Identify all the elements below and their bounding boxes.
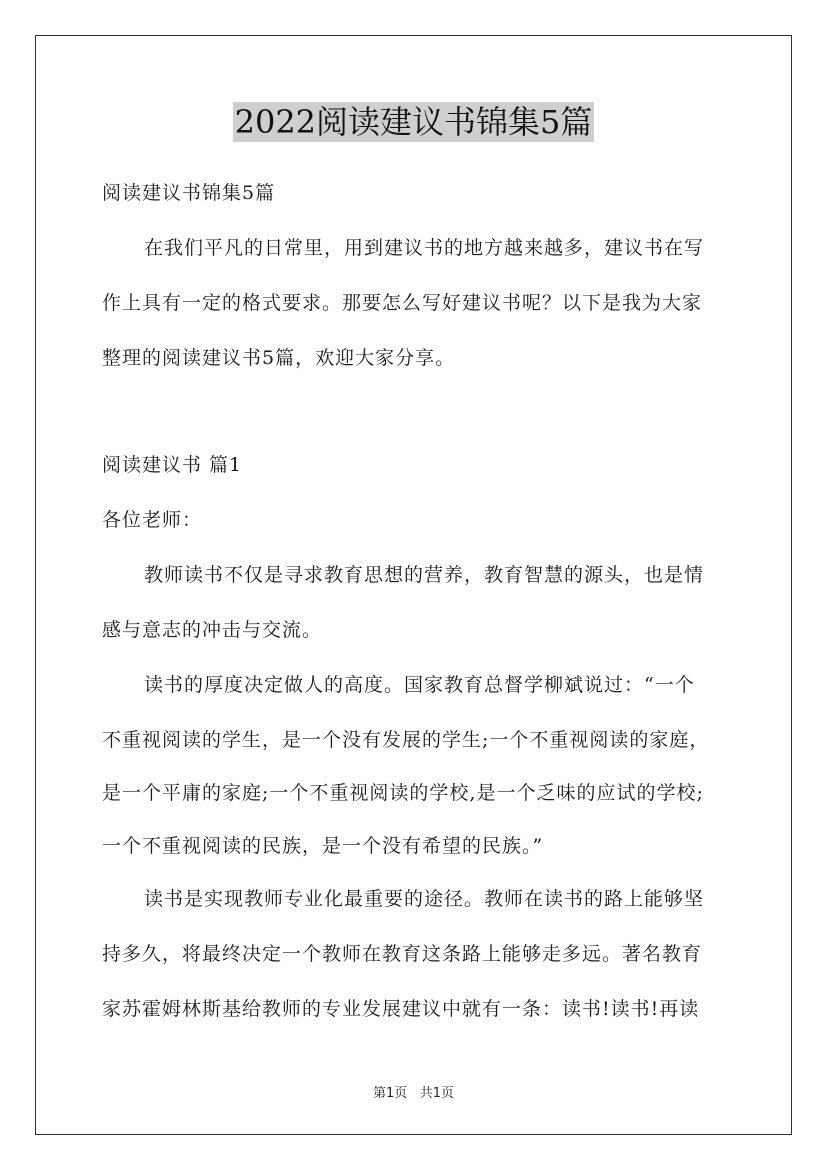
- paragraph2-line-1: 读书的厚度决定做人的高度。国家教育总督学柳斌说过：“一个: [144, 674, 695, 696]
- paragraph3-line-2: 持多久，将最终决定一个教师在教育这条路上能够走多远。著名教育: [102, 943, 703, 965]
- paragraph3-line-3: 家苏霍姆林斯基给教师的专业发展建议中就有一条：读书!读书!再读: [102, 998, 700, 1020]
- paragraph2-line-4: 一个不重视阅读的民族，是一个没有希望的民族。”: [102, 835, 544, 857]
- section-heading: 阅读建议书 篇1: [102, 454, 243, 476]
- paragraph1-line-2: 感与意志的冲击与交流。: [102, 619, 323, 641]
- intro-line-3: 整理的阅读建议书5篇，欢迎大家分享。: [102, 347, 456, 369]
- paragraph2-line-2: 不重视阅读的学生，是一个没有发展的学生;一个不重视阅读的家庭，: [102, 729, 710, 751]
- document-title: 2022阅读建议书锦集5篇: [234, 103, 593, 141]
- intro-line-1: 在我们平凡的日常里，用到建议书的地方越来越多，建议书在写: [144, 237, 705, 259]
- subtitle: 阅读建议书锦集5篇: [102, 182, 276, 204]
- paragraph3-line-1: 读书是实现教师专业化最重要的途径。教师在读书的路上能够坚: [144, 888, 705, 910]
- intro-line-2: 作上具有一定的格式要求。那要怎么写好建议书呢？以下是我为大家: [102, 292, 703, 314]
- page-total: 共1页: [419, 1086, 454, 1101]
- page-footer: [0, 1082, 827, 1101]
- page-number: 第1页: [373, 1086, 408, 1101]
- title-container: [0, 102, 827, 142]
- paragraph2-line-3: 是一个平庸的家庭;一个不重视阅读的学校,是一个乏味的应试的学校;: [102, 782, 704, 804]
- salutation: 各位老师：: [102, 509, 203, 531]
- paragraph1-line-1: 教师读书不仅是寻求教育思想的营养，教育智慧的源头，也是情: [144, 564, 705, 586]
